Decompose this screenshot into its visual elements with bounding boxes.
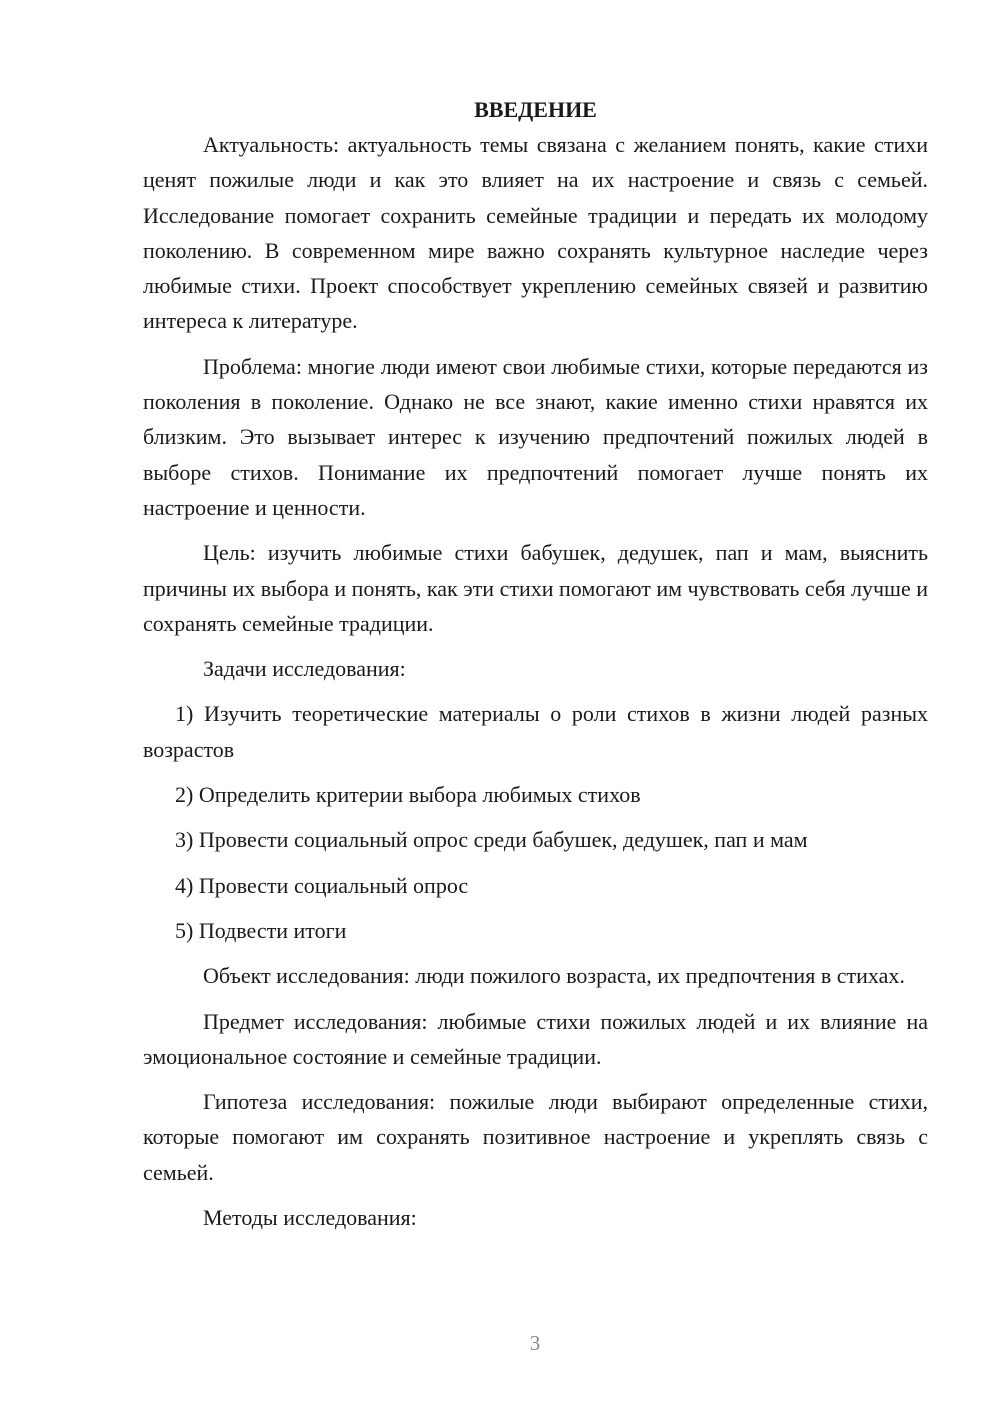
- paragraph-relevance: Актуальность: актуальность темы связана с желанием понять, какие стихи ценят пожилые люди и как это влияет на их настроение и связь с семьей. Исследование помогает сохранить семейные традиции и передать их молодому поколению. В современном мире важно сохранять культурное наследие через любимые стихи. Проект способствует укреплению семейных связей и развитию интереса к литературе.: [143, 132, 928, 334]
- paragraph-subject: Предмет исследования: любимые стихи пожилых людей и их влияние на эмоциональное состояние и семейные традиции.: [143, 1008, 928, 1069]
- task-item-5: 5) Подвести итоги: [175, 917, 347, 943]
- document-page: [143, 92, 928, 1235]
- paragraph-hypothesis: Гипотеза исследования: пожилые люди выбирают определенные стихи, которые помогают им сохранять позитивное настроение и укреплять связь с семьей.: [143, 1089, 928, 1185]
- tasks-heading: Задачи исследования:: [203, 656, 406, 682]
- task-item-2: 2) Определить критерии выбора любимых стихов: [175, 782, 641, 808]
- page-number: 3: [529, 1331, 541, 1355]
- task-item-1: 1) Изучить теоретические материалы о роли стихов в жизни людей разных возрастов: [143, 701, 928, 762]
- paragraph-object: Объект исследования: люди пожилого возраста, их предпочтения в стихах.: [203, 963, 905, 989]
- methods-heading: Методы исследования:: [203, 1205, 417, 1231]
- task-item-4: 4) Провести социальный опрос: [175, 872, 469, 898]
- paragraph-goal: Цель: изучить любимые стихи бабушек, дедушек, пап и мам, выяснить причины их выбора и понять, как эти стихи помогают им чувствовать себя лучше и сохранять семейные традиции.: [143, 540, 928, 636]
- paragraph-problem: Проблема: многие люди имеют свои любимые стихи, которые передаются из поколения в поколение. Однако не все знают, какие именно стихи нравятся их близким. Это вызывает интерес к изучению предпочтений пожилых людей в выборе стихов. Понимание их предпочтений помогает лучше понять их настроение и ценности.: [143, 353, 928, 520]
- page-title: ВВЕДЕНИЕ: [474, 97, 597, 122]
- task-item-3: 3) Провести социальный опрос среди бабушек, дедушек, пап и мам: [175, 827, 808, 853]
